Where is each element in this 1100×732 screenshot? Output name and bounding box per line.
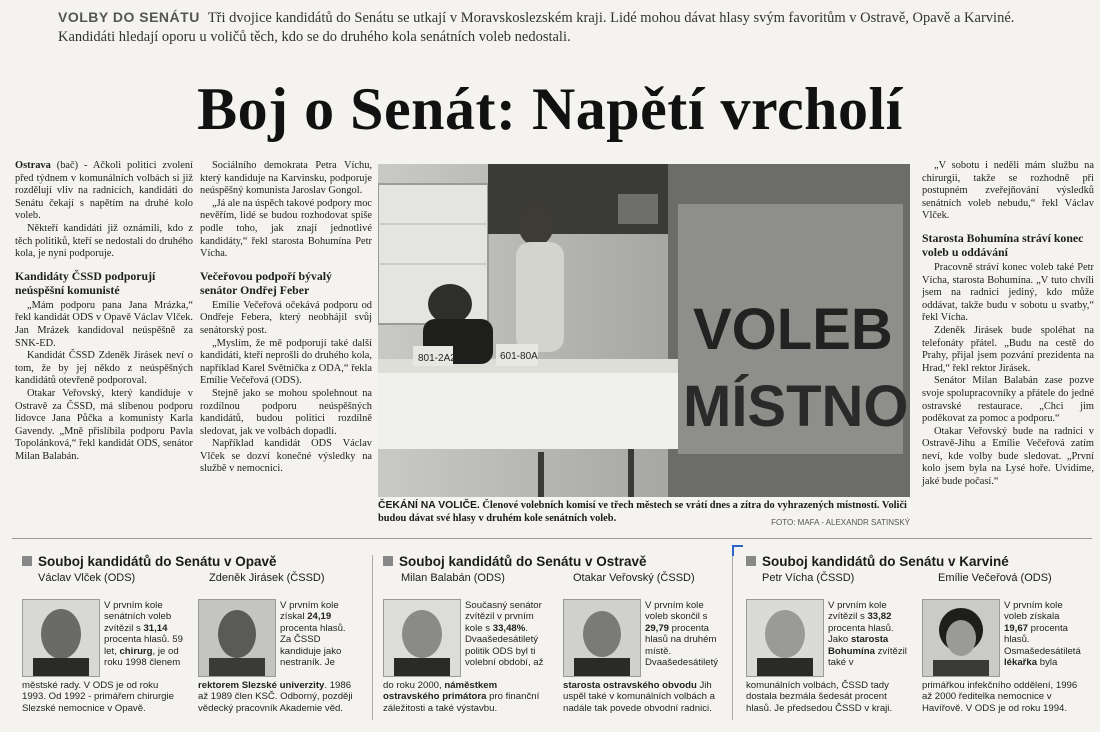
candidate-desc-right: V prvním kole voleb skončil s 29,79 procenta hlasů na druhém místě. Dvaašedesátiletý: [645, 600, 719, 669]
caption-text: Členové volebních komisí ve třech městech se vrátí dnes a zítra do vyhrazených místností. Voliči budou dávat své hlasy v druhém kole senátních voleb.: [378, 500, 907, 524]
article-column-2: [200, 160, 372, 476]
candidate-names: [746, 571, 1096, 586]
candidates-box-opava: [22, 554, 372, 714]
article-column-1: [15, 160, 193, 463]
paragraph: „Myslím, že mě podporují také další kandidáti, kteří neprošli do druhého kola, například Karel Světnička z ODA,“ řekla Emílie Večeřová (ODS).: [200, 337, 372, 387]
candidate-right-name: Otakar Veřovský (ČSSD): [573, 572, 695, 584]
paragraph: Stejně jako se mohou spolehnout na rozdílnou podporu neúspěšných kandidátů, budou politici rozdílně sledovat, jak ve volbách dopadli.: [200, 387, 372, 437]
room-sign-bottom: MÍSTNO: [683, 374, 909, 439]
headline: Boj o Senát: Napětí vrcholí: [197, 76, 903, 142]
square-bullet-icon: [22, 556, 32, 566]
paragraph: Emílie Večeřová očekává podporu od Ondřeje Febera, který neobhájil svůj senátorský post.: [200, 299, 372, 336]
candidate-desc-left-cont: městské rady. V ODS je od roku 1993. Od 1992 - primářem chirurgie Slezské nemocnice v Opavě.: [22, 680, 174, 714]
lead-text: Tři dvojice kandidátů do Senátu se utkají v Moravskoslezském kraji. Lidé mohou dávat hlasy svým favoritům v Ostravě, Opavě a Karviné. Kandidáti hledají oporu u voličů těch, kdo se do druhého kola senátních voleb nedostali.: [58, 10, 1015, 45]
portrait-icon: [23, 600, 99, 676]
candidate-desc-right-cont: rektorem Slezské univerzity. 1986 až 1989 člen KSČ. Odborný, později vědecký pracovník Akademie věd.: [198, 680, 353, 714]
table-card-2: 601-80A: [500, 351, 538, 362]
candidate-right-name: Emílie Večeřová (ODS): [938, 572, 1052, 584]
selection-corner-marker: [732, 545, 743, 556]
photo-caption: [378, 500, 910, 529]
paragraph: „V sobotu i neděli mám službu na chirurgii, takže se rozhodně při postupném zveřejňování výsledků senátních voleb nebudu,“ řekl Václav Vlček.: [922, 160, 1094, 222]
room-sign-top: VOLEB: [693, 297, 893, 362]
paragraph: „Mám podporu pana Jana Mrázka,“ řekl kandidát ODS v Opavě Václav Vlček. Jan Mrázek kandidoval neúspěšně za SNK-ED.: [15, 299, 193, 349]
portrait-icon: [384, 600, 460, 676]
candidate-names: [22, 571, 372, 586]
box-title: Souboj kandidátů do Senátu v Opavě: [22, 554, 372, 570]
candidate-desc-right-cont: starosta ostravského obvodu Jih uspěl také v komunálních volbách a nadále tak povede obvodní radnici.: [563, 680, 715, 714]
candidate-names: [383, 571, 733, 586]
candidate-desc-left: V prvním kole senátních voleb zvítězil s 31,14 procenta hlasů. 59 let, chirurg, je od roku 1998 členem: [104, 600, 183, 669]
candidate-left-name: Václav Vlček (ODS): [38, 572, 136, 584]
paragraph: Senátor Milan Balabán zase pozve svoje spolupracovníky a přátele do jedné ostravské restaurace. „Chci jim poděkovat za pomoc a podporu.“: [922, 375, 1094, 425]
subheading: Kandidáty ČSSD podporují neúspěšní komunisté: [15, 268, 156, 297]
candidate-desc-left-cont: komunálních volbách, ČSSD tady dostala bezmála šedesát procent hlasů. Je předsedou ČSSD v kraji.: [746, 680, 893, 714]
box-separator: [372, 555, 373, 720]
candidate-desc-left: V prvním kole zvítězil s 33,82 procenta hlasů. Jako starosta Bohumína zvítězil také v: [828, 600, 907, 669]
lead-paragraph: [58, 8, 1058, 47]
paragraph: „Já ale na úspěch takové podpory moc nevěřím, lidé se budou rozhodovat spíše podle toho, jak znají jednotlivé kandidáty,“ řekl starosta Bohumína Petr Vícha.: [200, 197, 372, 260]
candidate-desc-right: V prvním kole získal 24,19 procenta hlasů. Za ČSSD kandiduje jako nestraník. Je: [280, 600, 346, 669]
candidates-box-karvina: [746, 554, 1096, 714]
caption-heading: ČEKÁNÍ NA VOLIČE.: [378, 500, 480, 511]
article-column-4: [922, 160, 1094, 489]
subheading: Starosta Bohumína stráví konec voleb u oddávání: [922, 230, 1084, 259]
portrait-icon: [564, 600, 640, 676]
paragraph: Otakar Veřovský, který kandiduje v Ostravě za ČSSD, má slíbenou podporu lidovce Jana Půčka a komunisty Karla Gavendy. „Mně přislíbila podporu Pavla Topolánková,“ řekl kandidát ODS, senátor Milan Balabán.: [15, 387, 193, 462]
candidate-photo-jirasek: [198, 599, 276, 677]
portrait-icon: [199, 600, 275, 676]
square-bullet-icon: [746, 556, 756, 566]
candidate-photo-vecerova: [922, 599, 1000, 677]
candidate-photo-balaban: [383, 599, 461, 677]
paragraph: Ostrava (bač) - Ačkoli politici zvolení před týdnem v komunálních volbách si již rozdělují vliv na radnicích, kandidáti do Senátu čekají s napětím na druhé kolo voleb.: [15, 160, 193, 222]
paragraph: Kandidát ČSSD Zdeněk Jirásek neví o tom, že by jej někdo z neúspěšných kandidátů otevřeně podporoval.: [15, 350, 193, 387]
candidate-desc-right-cont: primářkou infekčního oddělení, 1996 až 2000 ředitelka nemocnice v Havířově. V ODS je od roku 1994.: [922, 680, 1078, 714]
portrait-icon: [747, 600, 823, 676]
paragraph: Pracovně stráví konec voleb také Petr Vícha, starosta Bohumína. „V tuto chvíli jsem na radnici jediný, kdo může oddávat, takže budu v sobotu u svatby,“ řekl Vícha.: [922, 261, 1094, 324]
box-title: Souboj kandidátů do Senátu v Ostravě: [383, 554, 733, 570]
table-card-1: 801-2A2: [418, 353, 456, 364]
square-bullet-icon: [383, 556, 393, 566]
paragraph: Otakar Veřovský bude na radnici v Ostravě-Jihu a Emílie Večeřová zatím neví, kde volby bude sledovat. „První kolo jsem byla na Lysé hoře. Uvidíme, jaké bude počasí.“: [922, 425, 1094, 488]
candidate-left-name: Petr Vícha (ČSSD): [762, 572, 855, 584]
election-room-photo: [378, 164, 910, 497]
photo-illustration: [378, 164, 910, 497]
candidate-desc-left-cont: do roku 2000, náměstkem ostravského primátora pro finanční záležitosti a také výstavbu.: [383, 680, 540, 714]
box-title: Souboj kandidátů do Senátu v Karviné: [746, 554, 1096, 570]
paragraph: Někteří kandidáti již oznámili, kdo z těch politiků, kteří se nedostali do druhého kola, je nyní podporuje.: [15, 222, 193, 260]
dateline: Ostrava: [15, 160, 51, 171]
portrait-icon: [923, 600, 999, 676]
candidates-box-ostrava: [383, 554, 733, 714]
section-divider: [12, 538, 1092, 539]
candidate-left-name: Milan Balabán (ODS): [401, 572, 505, 584]
paragraph: Například kandidát ODS Václav Vlček se dozví konečné výsledky na službě v nemocnici.: [200, 438, 372, 475]
photo-credit: FOTO: MAFA - ALEXANDR SATINSKÝ: [771, 517, 910, 527]
paragraph: Zdeněk Jirásek bude spoléhat na telefonáty přátel. „Budu na cestě do Prahy, přijal jsem pozvání prezidenta na Hrad,“ řekl rektor Jirásek.: [922, 324, 1094, 374]
section-kicker: VOLBY DO SENÁTU: [58, 9, 200, 25]
candidate-right-name: Zdeněk Jirásek (ČSSD): [209, 572, 325, 584]
candidate-photo-vlcek: [22, 599, 100, 677]
paragraph: Sociálního demokrata Petra Víchu, který kandiduje na Karvinsku, podporuje neúspěšný komunista Jaroslav Gongol.: [200, 160, 372, 197]
candidate-desc-right: V prvním kole voleb získala 19,67 procenta hlasů. Osmašedesátiletá lékařka byla: [1004, 600, 1081, 669]
candidate-photo-verovsky: [563, 599, 641, 677]
candidate-photo-vicha: [746, 599, 824, 677]
candidate-desc-left: Současný senátor zvítězil v prvním kole s 33,48%. Dvaašedesátiletý politik ODS byl ti volební období, až: [465, 600, 544, 669]
subheading: Večeřovou podpoří bývalý senátor Ondřej Feber: [200, 268, 332, 297]
